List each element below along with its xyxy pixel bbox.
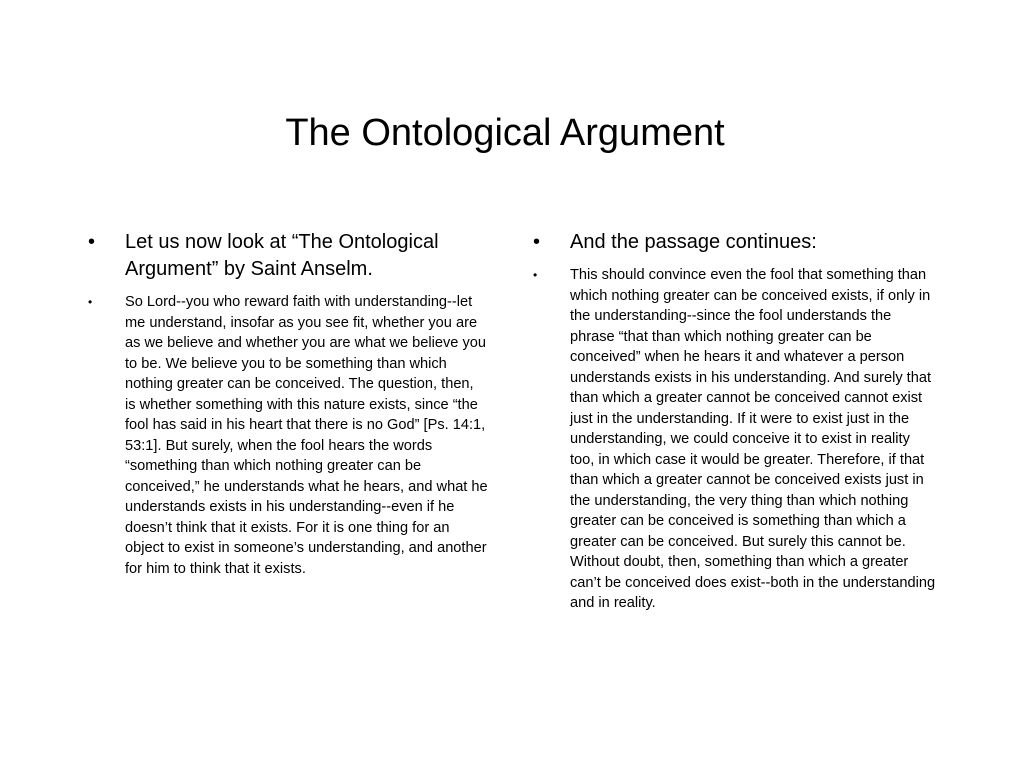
left-sub-bullet <box>88 292 488 579</box>
right-main-bullet <box>533 229 938 256</box>
left-main-text: Let us now look at “The Ontological Argument” by Saint Anselm. <box>125 231 439 280</box>
right-sub-text: This should convince even the fool that something than which nothing greater can be conceived exists, if only in the understanding--since the fool understands the phrase “that than which nothing greater can be conceived” when he hears it and whatever a person understands exists in his understanding. And surely that than which a greater cannot be conceived cannot exist just in the understanding. If it were to exist just in the understanding, we could conceive it to exist in reality too, in which case it would be greater. Therefore, if that than which a greater cannot be conceived exists just in the understanding, the very thing than which nothing greater can be conceived is something than which a greater can be conceived. But surely this cannot be. Without doubt, then, something than which a greater can’t be conceived does exist--both in the understanding and in reality. <box>570 267 936 611</box>
right-main-text: And the passage continues: <box>570 231 817 253</box>
bullet-icon: • <box>88 231 96 253</box>
bullet-icon: • <box>88 295 93 309</box>
left-sub-text: So Lord--you who reward faith with understanding--let me understand, insofar as you see fit, whether you are as we believe and whether you are what we believe you to be. We believe you to be something than which nothing greater can be conceived. The question, then, is whether something with this nature exists, since “the fool has said in his heart that there is no God” [Ps. 14:1, 53:1]. But surely, when the fool hears the words “something than which nothing greater can be conceived,” he understands what he hears, and what he understands exists in his understanding--even if he doesn’t think that it exists. For it is one thing for an object to exist in someone’s understanding, and another for him to think that it exists. <box>125 294 488 577</box>
left-main-bullet <box>88 229 488 283</box>
slide-title: The Ontological Argument <box>285 112 725 154</box>
right-column <box>533 229 938 614</box>
bullet-icon: • <box>533 231 541 253</box>
right-sub-bullet <box>533 265 938 614</box>
bullet-icon: • <box>533 268 538 282</box>
left-column <box>88 229 488 579</box>
